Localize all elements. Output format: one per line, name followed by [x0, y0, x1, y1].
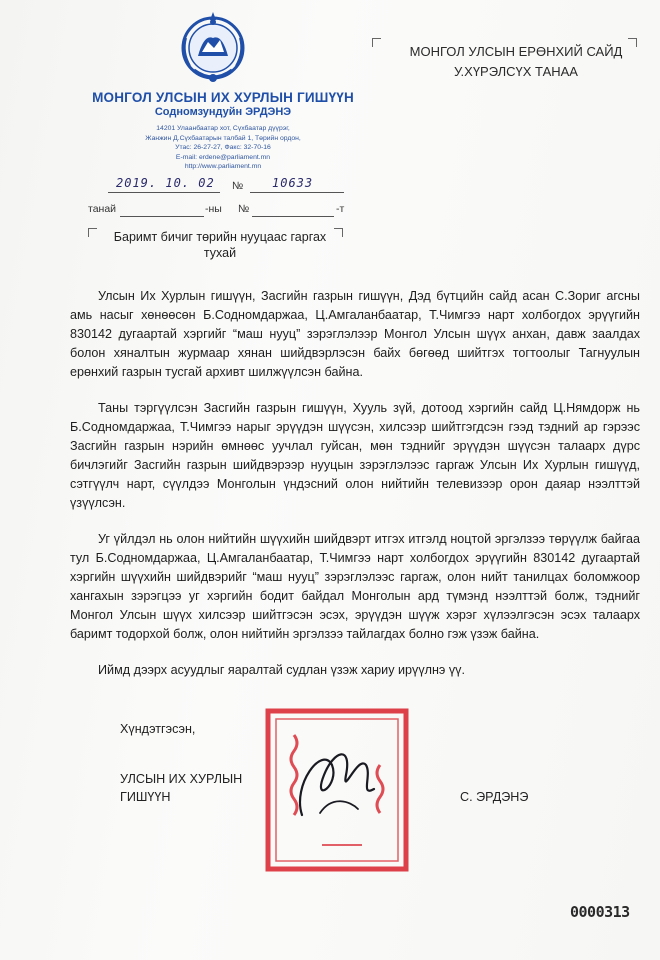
recipient-title: МОНГОЛ УЛСЫН ЕРӨНХИЙ САЙД	[409, 44, 623, 59]
ref-t-label: -т	[336, 203, 345, 215]
address-line: Жанжин Д.Сүхбаатарын талбай 1, Төрийн ордон,	[145, 134, 301, 142]
signer-title-line: УЛСЫН ИХ ХУРЛЫН	[120, 772, 243, 786]
recipient-name: У.ХҮРЭЛСҮХ ТАНАА	[454, 64, 578, 79]
body-paragraph: Иймд дээрх асуудлыг яаралтай судлан үзэж хариу ирүүлнэ үү.	[98, 663, 465, 677]
ref-tanai-label: танай	[88, 203, 117, 215]
ref-number-blank	[252, 216, 334, 217]
ref-date-blank	[120, 216, 204, 217]
serial-number: 0000313	[570, 903, 630, 921]
web-line: http://www.parliament.mn	[184, 163, 262, 171]
handwritten-signature-icon	[300, 754, 374, 815]
signer-name: С. ЭРДЭНЭ	[460, 790, 529, 804]
handwritten-date: 2019. 10. 02	[116, 176, 215, 190]
phone-line: Утас: 26-27-27, Факс: 32-70-16	[175, 144, 271, 152]
org-name: МОНГОЛ УЛСЫН ИХ ХУРЛЫН ГИШҮҮН	[92, 90, 354, 105]
contact-block	[88, 124, 358, 172]
ref-no-label: №	[238, 203, 250, 215]
member-name: Содномзундуйн ЭРДЭНЭ	[154, 106, 292, 118]
mongolia-state-emblem-icon	[180, 8, 246, 88]
letter-body	[70, 287, 640, 697]
handwritten-number: 10633	[272, 176, 314, 190]
signer-title-line: ГИШҮҮН	[120, 790, 171, 804]
recipient-bracket-left	[372, 38, 381, 47]
subject-bracket-left	[88, 228, 97, 237]
date-underline	[108, 192, 220, 193]
number-sign: №	[232, 180, 244, 192]
body-paragraph: Уг үйлдэл нь олон нийтийн шүүхийн шийдвэрт итгэх итгэлд ноцтой эргэлзээ төрүүлж байгаа тул Б.Содномдаржаа, Ц.Амгаланбаатар, Т.Чимгээ нарт холбогдох эрүүгийн 830142 дугаартай хэргийн шүүхийн шийдвэрийг “маш нууц” зэрэглэлээс гаргаж, олон нийт танилцах боломжоор хангахын зэрэгцээ уг хэргийн бодит байдал Монголын ард түмэнд нээлттэй болж, тэднийг Монгол Улсын шүүх хилсээр шийтгэсэн эсэх, эрүүдэн шүүж хэрэг хүлээлгэсэн эсэх талаарх баримт тодорхой болж, олон нийтийн эргэлзээ тайлагдах болно гэж үзэж байна.	[70, 532, 640, 641]
red-seal-stamp-icon	[262, 705, 412, 875]
signer-title	[120, 770, 260, 806]
number-underline	[250, 192, 344, 193]
subject-line: Баримт бичиг төрийн нууцаас гаргах тухай	[113, 230, 327, 260]
recipient-block	[396, 42, 636, 82]
ref-ny-label: -ны	[205, 203, 222, 215]
closing-line: Хүндэтгэсэн,	[120, 722, 196, 736]
address-line: 14201 Улаанбаатар хот, Сүхбаатар дүүрэг,	[156, 125, 290, 132]
body-paragraph: Таны тэргүүлсэн Засгийн газрын гишүүн, Хууль зүй, дотоод хэргийн сайд Ц.Нямдорж нь Б.Содномдаржаа, Т.Чимгээ нарыг эрүүдэн шүүсэн, хилсээр шийтгэгдсэн гээд тэдний ар гэрээс Засгийн газрын нэрийн өмнөөс уучлал гуйсан, мөн тэднийг эрүүдэн шүүсэн талаарх дүрс бичлэгийг Засгийн газрын шийдвэрээр нууцын зэрэглэлээс гаргаж Улсын Их Хурлын гишүүд, сэтгүүлч нарт, сүүлдээ Монголын үндэсний олон нийтийн телевизээр орон даяар нээлттэй үзүүлсэн.	[70, 401, 640, 510]
body-paragraph: Улсын Их Хурлын гишүүн, Засгийн газрын гишүүн, Дэд бүтцийн сайд асан С.Зориг агсны амь насыг хөнөөсөн Б.Содномдаржаа, Ц.Амгаланбаатар, Т.Чимгээ нарт холбогдох эрүүгийн 830142 дугаартай хэргийг “маш нууц” зэрэглэлээр Монгол Улсын шүүх анхан, давж заалдах болон хяналтын журмаар хянан шийдвэрлэсэн байх бөгөөд шийтгэх тогтоолыг Тагнуулын ерөнхий газрын тусгай архивт шилжүүлсэн байна.	[70, 289, 640, 379]
email-line: E-mail: erdene@parliament.mn	[175, 153, 271, 161]
